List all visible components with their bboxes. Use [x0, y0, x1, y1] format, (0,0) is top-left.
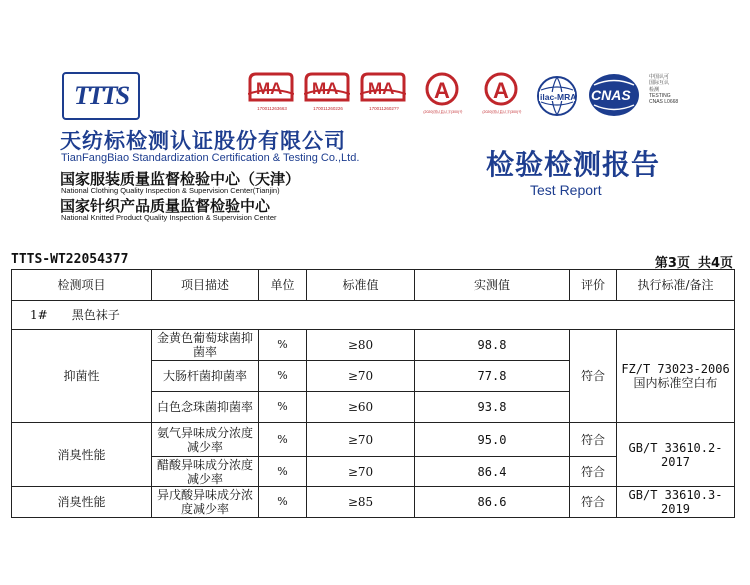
- page-total: 共4页: [697, 256, 733, 271]
- evaluation: 符合: [570, 423, 617, 457]
- measured-value: 98.8: [415, 330, 570, 361]
- col-header-unit: 单位: [259, 270, 307, 301]
- evaluation: 符合: [570, 457, 617, 487]
- cma-number: 170011263663: [257, 106, 287, 111]
- test-item: 消臭性能: [12, 487, 152, 518]
- center1-name-en: National Clothing Quality Inspection & Supervision Center(Tianjin): [61, 186, 280, 195]
- test-desc: 氨气异味成分浓度减少率: [152, 423, 259, 457]
- cma-icon: [360, 72, 406, 102]
- company-name-en: TianFangBiao Standardization Certification & Testing Co.,Ltd.: [61, 152, 360, 164]
- evaluation: 符合: [570, 330, 617, 423]
- cma-icon: [248, 72, 294, 102]
- remark: GB/T 33610.3-2019: [617, 487, 735, 518]
- report-number: TTTS-WT22054377: [11, 252, 129, 267]
- table-header-row: [12, 270, 735, 301]
- unit: %: [259, 361, 307, 392]
- unit: %: [259, 423, 307, 457]
- report-title-cn: 检验检测报告: [486, 148, 661, 181]
- svg-text:MA: MA: [368, 79, 395, 98]
- sample-cell: [12, 301, 735, 330]
- cnas-icon: [588, 72, 646, 118]
- unit: %: [259, 330, 307, 361]
- cnas-mark: [588, 72, 679, 118]
- remark-note: 国内标准空白布: [633, 376, 718, 390]
- svg-text:MA: MA: [312, 79, 339, 98]
- report-title-en: Test Report: [530, 182, 602, 198]
- col-header-standard: 标准值: [307, 270, 415, 301]
- measured-value: 86.4: [415, 457, 570, 487]
- test-desc: 异戊酸异味成分浓度减少率: [152, 487, 259, 518]
- center2-name-cn: 国家针织产品质量监督检验中心: [60, 197, 271, 215]
- standard-code: FZ/T 73023-2006: [621, 362, 730, 376]
- cma-number: 1700112602??: [369, 106, 399, 111]
- standard-value: ≥60: [307, 392, 415, 423]
- svg-text:ilac-MRA: ilac-MRA: [540, 92, 577, 102]
- unit: %: [259, 487, 307, 518]
- cal-caption: (2020)国认监认字(300)号: [482, 110, 522, 114]
- evaluation: 符合: [570, 487, 617, 518]
- measured-value: 77.8: [415, 361, 570, 392]
- svg-text:CNAS: CNAS: [591, 87, 631, 103]
- col-header-desc: 项目描述: [152, 270, 259, 301]
- svg-text:A: A: [493, 78, 509, 103]
- company-logo: [62, 72, 140, 120]
- svg-text:A: A: [434, 78, 450, 103]
- cnas-caption: 中国认可 国际互认 检测 TESTING CNAS L0668: [649, 74, 679, 106]
- table-row: [12, 330, 735, 361]
- sample-row: [12, 301, 735, 330]
- col-header-measured: 实测值: [415, 270, 570, 301]
- logo-text: TTTS: [73, 81, 129, 110]
- cal-caption: (2020)国认监认字(300)号: [423, 110, 463, 114]
- cal-icon: [481, 72, 521, 106]
- standard-value: ≥70: [307, 457, 415, 487]
- page-current: 第3页: [654, 256, 690, 271]
- cma-number: 170011260226: [313, 106, 343, 111]
- ilac-globe-icon: [535, 74, 579, 118]
- standard-value: ≥85: [307, 487, 415, 518]
- test-desc: 白色念珠菌抑菌率: [152, 392, 259, 423]
- remark: [617, 330, 735, 423]
- cma-mark-2: [304, 72, 352, 118]
- col-header-remark: 执行标准/备注: [617, 270, 735, 301]
- cma-mark-3: [360, 72, 408, 118]
- test-desc: 醋酸异味成分浓度减少率: [152, 457, 259, 487]
- results-table: [11, 269, 735, 518]
- table-row: [12, 423, 735, 457]
- standard-value: ≥70: [307, 423, 415, 457]
- col-header-evaluation: 评价: [570, 270, 617, 301]
- cma-mark-1: [248, 72, 296, 118]
- measured-value: 93.8: [415, 392, 570, 423]
- sample-id: 1#: [30, 308, 48, 322]
- measured-value: 86.6: [415, 487, 570, 518]
- standard-value: ≥80: [307, 330, 415, 361]
- test-desc: 大肠杆菌抑菌率: [152, 361, 259, 392]
- center2-name-en: National Knitted Product Quality Inspection & Supervision Center: [61, 213, 277, 222]
- cal-mark-1: [418, 72, 468, 118]
- cal-mark-2: [477, 72, 527, 118]
- test-desc: 金黄色葡萄球菌抑菌率: [152, 330, 259, 361]
- test-item: 消臭性能: [12, 423, 152, 487]
- remark: GB/T 33610.2-2017: [617, 423, 735, 487]
- test-item: 抑菌性: [12, 330, 152, 423]
- measured-value: 95.0: [415, 423, 570, 457]
- unit: %: [259, 392, 307, 423]
- cal-icon: [422, 72, 462, 106]
- table-row: [12, 487, 735, 518]
- unit: %: [259, 457, 307, 487]
- cma-icon: [304, 72, 350, 102]
- col-header-item: 检测项目: [12, 270, 152, 301]
- company-name-cn: 天纺标检测认证股份有限公司: [60, 129, 346, 153]
- ilac-mra-mark: [535, 74, 579, 120]
- center1-name-cn: 国家服装质量监督检验中心（天津）: [60, 170, 301, 188]
- svg-text:MA: MA: [256, 79, 283, 98]
- sample-name: 黑色袜子: [71, 308, 120, 322]
- standard-value: ≥70: [307, 361, 415, 392]
